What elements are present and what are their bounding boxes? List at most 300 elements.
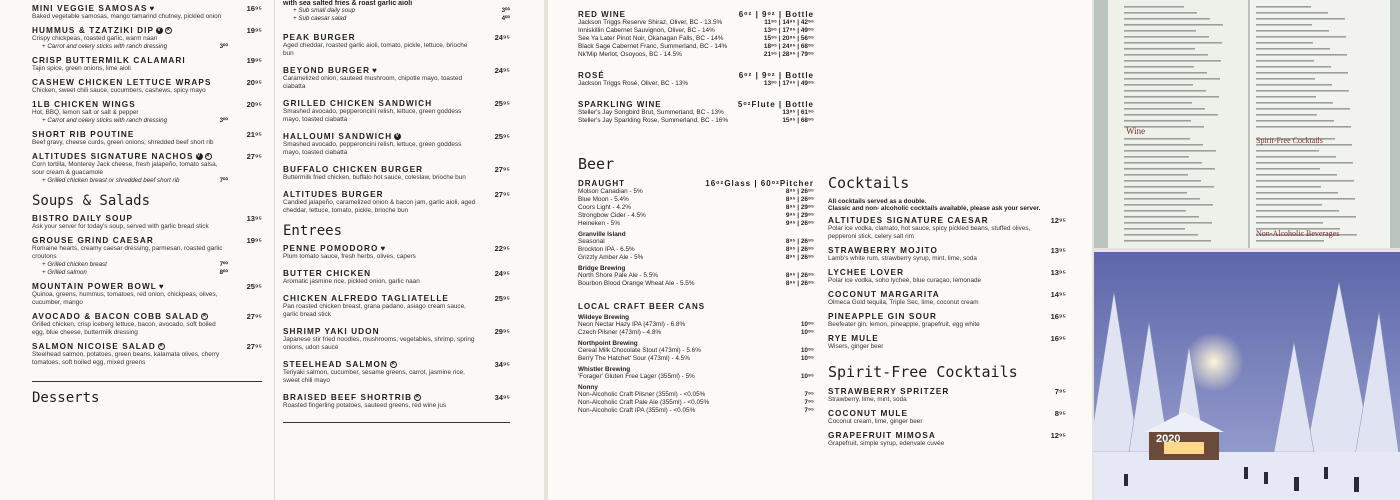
photo-text-line — [1124, 228, 1185, 230]
photo-text-line — [1124, 66, 1194, 68]
menu-item — [32, 26, 262, 51]
drink-price: 8⁹⁵ | 26⁹⁵ — [785, 246, 814, 253]
drink-price: 8⁹⁵ | 26⁹⁵ — [785, 238, 814, 245]
gluten-free-icon: ✕ — [158, 343, 165, 350]
photo-text-line — [1124, 78, 1220, 80]
addon-text: + Grilled salmon — [42, 269, 87, 276]
drink-name: Jackson Triggs Rosé, Oliver, BC - 13% — [578, 80, 689, 87]
addon-price: 8⁰⁰ — [219, 269, 228, 276]
menu-item — [828, 216, 1066, 241]
menu-item — [32, 100, 262, 125]
menu-item — [283, 66, 510, 91]
photo-text-line — [1256, 150, 1319, 152]
menu-item-name-text: ALTITUDES BURGER — [283, 190, 384, 199]
menu-item-name — [283, 269, 476, 278]
photo-text-line — [1124, 12, 1197, 14]
menu-column-starters — [0, 0, 274, 500]
sub-option-price: 4⁰⁰ — [501, 15, 510, 22]
menu-item-addon — [32, 269, 228, 277]
brewery-name: Granville Island — [578, 231, 626, 238]
photo-text-line — [1256, 78, 1315, 80]
gluten-free-icon: ✕ — [202, 313, 208, 320]
menu-item-price: 12⁹⁵ — [1050, 431, 1066, 440]
photo-text-line — [1124, 48, 1195, 50]
menu-item-name-text: BISTRO DAILY SOUP — [32, 214, 134, 223]
menu-item — [32, 342, 262, 367]
menu-item — [828, 409, 1066, 426]
northpoint-row — [578, 347, 814, 355]
photo-wine-heading: Wine — [1126, 126, 1146, 136]
burger-sub-option — [283, 15, 510, 23]
menu-item-name-text: BEYOND BURGER — [283, 66, 371, 75]
red-wine-row — [578, 35, 814, 43]
menu-photo — [1094, 0, 1400, 248]
menu-item-name-text: 1LB CHICKEN WINGS — [32, 100, 136, 109]
photo-text-line — [1124, 36, 1209, 38]
photo-text-line — [1124, 144, 1203, 146]
menu-item-description: Baked vegetable samosas, mango tamarind chutney, pickled onion — [32, 13, 222, 20]
addon-text: + Grilled chicken breast — [42, 261, 107, 268]
addon-price: 3⁰⁰ — [219, 117, 228, 124]
drink-price: 13⁹⁵ | 61⁹⁵ — [782, 109, 814, 116]
wildeye-row — [578, 329, 814, 337]
menu-item — [283, 360, 510, 385]
section-title-beer: Beer — [578, 155, 615, 173]
menu-item-name-text: BRAISED BEEF SHORTRIB — [283, 393, 413, 402]
snow-village-photo — [1094, 252, 1400, 500]
menu-item-name-text: SHRIMP YAKI UDON — [283, 327, 380, 336]
drink-price: 21⁹⁵ | 28⁹⁵ | 79⁹⁵ — [763, 51, 814, 58]
menu-item-price: 16⁹⁵ — [1050, 312, 1066, 321]
brewery-name: Bridge Brewing — [578, 265, 626, 272]
drink-price: 11⁹⁵ | 14⁹⁵ | 42⁹⁵ — [764, 19, 814, 26]
draught-row — [578, 220, 814, 228]
menu-item-price: 27⁹⁵ — [494, 190, 510, 199]
draught-header — [578, 179, 814, 188]
photo-text-line — [1124, 108, 1205, 110]
photo-text-line — [1256, 120, 1334, 122]
menu-item — [32, 282, 262, 307]
menu-item-name-text: CHICKEN ALFREDO TAGLIATELLE — [283, 294, 449, 303]
red-wine-row — [578, 43, 814, 51]
addon-price: 3⁰⁰ — [219, 43, 228, 50]
photo-text-line — [1124, 60, 1221, 62]
red-wine-header — [578, 10, 814, 19]
menu-item-addon — [32, 177, 228, 185]
menu-item-name — [283, 66, 476, 75]
menu-item-description: Grapefruit, simple syrup, edenvale cuvée — [828, 440, 945, 447]
cocktails-column — [828, 170, 1066, 453]
heart-icon: ♥ — [149, 4, 156, 13]
menu-item-name-text: BUFFALO CHICKEN BURGER — [283, 165, 424, 174]
drink-section-title: SPARKLING WINE — [578, 100, 662, 109]
menu-item-name-text: STRAWBERRY SPRITZER — [828, 387, 950, 396]
menu-item-name-text: AVOCADO & BACON COBB SALAD — [32, 312, 200, 321]
vegetarian-icon: V — [196, 153, 202, 160]
drink-price: 13⁹⁵ | 17⁹⁵ | 49⁹⁵ — [763, 27, 814, 34]
menu-item-description: Chicken, sweet chili sauce, cucumbers, cashews, spicy mayo — [32, 87, 206, 94]
menu-item-price: 12⁹⁵ — [1050, 216, 1066, 225]
divider — [283, 422, 510, 423]
menu-item-price: 25⁹⁵ — [246, 282, 262, 291]
photo-text-line — [1256, 36, 1346, 38]
addon-price: 7⁰⁰ — [219, 177, 228, 184]
menu-item-price: 19⁹⁵ — [246, 26, 262, 35]
spacer — [578, 59, 814, 65]
drink-name: Grizzly Amber Ale - 5% — [578, 254, 644, 261]
menu-item-name-text: CRISP BUTTERMILK CALAMARI — [32, 56, 186, 65]
menu-item-price: 13⁹⁵ — [1050, 246, 1066, 255]
drink-name: Berry The Hatchet' Sour (473ml) - 4.5% — [578, 355, 690, 362]
menu-item — [32, 236, 262, 277]
rose-wine-header — [578, 71, 814, 80]
starters-list — [0, 0, 274, 406]
menu-item-name — [283, 360, 476, 369]
photo-text-line — [1256, 90, 1349, 92]
craft-cans-header — [578, 302, 814, 311]
menu-item-description: Hot, BBQ, lemon salt or salt & pepper — [32, 109, 139, 116]
menu-item-price: 7⁹⁵ — [1054, 387, 1066, 396]
photo-text-line — [1256, 30, 1329, 32]
menu-item-price: 14⁹⁵ — [1050, 290, 1066, 299]
menu-item-price: 16⁹⁵ — [1050, 334, 1066, 343]
sparkling-wine-header — [578, 100, 814, 109]
bridge-row — [578, 272, 814, 280]
drink-name: Neon Nectar Hazy IPA (473ml) - 6.8% — [578, 321, 686, 328]
drink-name: Seasonal — [578, 238, 605, 245]
menu-item-name — [283, 99, 476, 108]
cocktail-note: Classic and non- alcoholic cocktails available, please ask your server. — [828, 205, 1041, 212]
photo-text-line — [1256, 18, 1345, 20]
drink-section-title: ROSÉ — [578, 71, 605, 80]
menu-item-name — [32, 214, 228, 223]
menu-item-description: Ask your server for today's soup, served with garlic bread stick — [32, 223, 209, 230]
photo-text-line — [1256, 126, 1351, 128]
photo-text-line — [1124, 6, 1184, 8]
menu-item-name — [32, 282, 228, 291]
menu-item — [32, 130, 262, 147]
menu-item — [283, 269, 510, 286]
drink-price: 8⁹⁵ | 26⁹⁵ — [785, 254, 814, 261]
granville-row — [578, 254, 814, 262]
granville-row — [578, 246, 814, 254]
photo-text-line — [1124, 210, 1186, 212]
photo-text-line — [1256, 186, 1321, 188]
photo-text-line — [1256, 216, 1356, 218]
menu-item — [828, 334, 1066, 351]
menu-item-addon — [32, 261, 228, 269]
drink-name: Steller's Jay Sparkling Rose, Summerland, BC - 16% — [578, 117, 729, 124]
menu-item — [32, 214, 262, 231]
photo-spirit-free-heading: Spirit-Free Cocktails — [1256, 136, 1323, 145]
red-wine-row — [578, 27, 814, 35]
menu-item-name-text: MINI VEGGIE SAMOSAS — [32, 4, 148, 13]
photo-text-line — [1124, 198, 1200, 200]
menu-item-name-text: STRAWBERRY MOJITO — [828, 246, 938, 255]
drink-name: Blue Moon - 5.4% — [578, 196, 629, 203]
sub-option-text: + Sub caesar salad — [293, 15, 347, 22]
photo-text-line — [1124, 240, 1211, 242]
menu-item-price: 34⁹⁵ — [494, 360, 510, 369]
menu-item-price: 19⁹⁵ — [246, 56, 262, 65]
nonny-row — [578, 407, 814, 415]
drink-name: Inniskillin Cabernet Sauvignon, Oliver, BC - 14% — [578, 27, 715, 34]
photo-text-line — [1124, 84, 1193, 86]
menu-item — [32, 4, 262, 21]
drink-size-header: 5ᵒᶻFlute | Bottle — [737, 100, 814, 109]
menu-item-description: Plum tomato sauce, fresh herbs, olives, capers — [283, 253, 416, 260]
photo-text-line — [1124, 96, 1219, 98]
menu-item-name — [32, 236, 228, 245]
menu-item-name — [32, 342, 228, 351]
section-title-soups-salads: Soups & Salads — [32, 193, 151, 209]
menu-item-description: Polar ice vodka, clamato, hot sauce, spicy pickled beans, stuffed olives, pepperoni stick, celery salt rim — [828, 225, 1031, 240]
menu-item-price: 13⁹⁵ — [1050, 268, 1066, 277]
menu-item-name — [828, 334, 1032, 343]
menu-item-name — [32, 78, 228, 87]
photo-text-line — [1124, 186, 1214, 188]
sub-option-price: 3⁰⁰ — [501, 7, 510, 14]
menu-item-name-text: GRILLED CHICKEN SANDWICH — [283, 99, 433, 108]
drink-price: 9⁹⁵ | 26⁹⁵ — [785, 220, 814, 227]
sparkling-wine-row — [578, 117, 814, 125]
photo-text-line — [1256, 24, 1312, 26]
menu-item-price: 27⁹⁵ — [246, 342, 262, 351]
menu-item-price: 22⁹⁵ — [494, 244, 510, 253]
drink-name: Czech Pilsner (473ml) - 4.8% — [578, 329, 662, 336]
photo-text-line — [1256, 198, 1355, 200]
photo-text-line — [1256, 6, 1311, 8]
menu-item-description: Candied jalapeño, caramelized onion & bacon jam, garlic aioli, aged cheddar, lettuce, tomato, pickle, brioche bun — [283, 199, 476, 214]
photo-text-line — [1256, 210, 1339, 212]
menu-item-description: Smashed avocado, pepperoncini relish, lettuce, green goddess mayo, toasted ciabatta — [283, 141, 462, 156]
photo-text-line — [1124, 162, 1202, 164]
addon-text: + Carrot and celery sticks with ranch dressing — [42, 117, 168, 124]
drink-name: Brockton IPA - 6.5% — [578, 246, 635, 253]
photo-text-line — [1256, 96, 1316, 98]
burger-sub-option — [283, 7, 510, 15]
menu-item — [283, 132, 510, 157]
drink-price: 13⁹⁵ | 17⁹⁵ | 49⁹⁵ — [763, 80, 814, 87]
spacer — [283, 23, 510, 33]
drink-name: Molson Canadian - 5% — [578, 188, 643, 195]
drink-size-header: 16ᵒᶻGlass | 60ᵒᶻPitcher — [705, 179, 814, 188]
drink-name: Non-Alcoholic Craft IPA (355ml) - <0.05% — [578, 407, 696, 414]
drink-price: 10⁹⁵ — [800, 329, 814, 336]
menu-item-name-text: COCONUT MARGARITA — [828, 290, 940, 299]
draught-row — [578, 204, 814, 212]
menu-item-description: Tajin spice, green onions, lime aioli — [32, 65, 131, 72]
menu-photo-image — [1094, 0, 1400, 248]
menu-item-description: Strawberry, lime, mint, soda — [828, 396, 907, 403]
photo-text-line — [1124, 216, 1199, 218]
photo-text-line — [1124, 90, 1206, 92]
menu-item-name-text: HALLOUMI SANDWICH — [283, 132, 393, 141]
menu-item — [828, 387, 1066, 404]
draught-row — [578, 188, 814, 196]
menu-item-description: Lamb's white rum, strawberry syrup, mint, lime, soda — [828, 255, 977, 262]
vegetarian-icon: V — [157, 27, 162, 34]
menu-item — [283, 244, 510, 261]
photo-text-line — [1124, 120, 1191, 122]
draught-row — [578, 196, 814, 204]
menu-item-name — [828, 290, 1032, 299]
wildeye-row — [578, 321, 814, 329]
menu-item-name — [828, 246, 1032, 255]
photo-text-line — [1124, 234, 1198, 236]
cocktail-note: All cocktails served as a double. — [828, 198, 927, 205]
photo-text-line — [1124, 54, 1208, 56]
menu-item-name-text: LYCHEE LOVER — [828, 268, 905, 277]
drink-name: Jackson Triggs Reserve Shiraz, Oliver, BC - 13.5% — [578, 19, 723, 26]
photo-text-line — [1124, 222, 1212, 224]
drink-price: 10⁹⁵ — [800, 347, 814, 354]
menu-item-name — [32, 100, 228, 109]
drink-name: Black Sage Cabernet Franc, Summerland, BC - 14% — [578, 43, 728, 50]
menu-item-description: Romaine hearts, creamy caesar dressing, parmesan, roasted garlic croutons — [32, 245, 223, 260]
year-sign: 2020 — [1156, 433, 1181, 445]
photo-text-line — [1256, 72, 1348, 74]
menu-item-name — [32, 56, 228, 65]
photo-text-line — [1256, 240, 1324, 242]
menu-item-description: Buttermilk fried chicken, buffalo hot sauce, coleslaw, brioche bun — [283, 174, 466, 181]
menu-item-description: Quinoa, greens, hummus, tomatoes, red onion, chickpeas, olives, cucumber, mango — [32, 291, 218, 306]
photo-text-line — [1256, 102, 1333, 104]
menu-item-name — [32, 4, 228, 13]
drink-price: 15⁹⁵ | 20⁹⁵ | 56⁹⁵ — [763, 35, 814, 42]
menu-item-price: 24⁹⁵ — [494, 33, 510, 42]
menu-item-name — [283, 165, 476, 174]
burger-sides-note: with sea salted fries & roast garlic aioli — [283, 0, 413, 7]
photo-text-line — [1256, 48, 1330, 50]
menu-item-name — [283, 393, 476, 402]
menu-item-price: 20⁹⁵ — [246, 100, 262, 109]
photo-text-line — [1124, 138, 1190, 140]
photo-text-line — [1124, 204, 1213, 206]
photo-text-line — [1256, 108, 1350, 110]
photo-text-line — [1256, 54, 1347, 56]
photo-text-line — [1256, 42, 1313, 44]
menu-item — [283, 393, 510, 410]
menu-column-mains — [274, 0, 544, 500]
photo-text-line — [1124, 42, 1222, 44]
menu-item-description: Aged cheddar, roasted garlic aioli, tomato, pickle, lettuce, brioche bun — [283, 42, 468, 57]
drink-name: Coors Light - 4.2% — [578, 204, 631, 211]
section-title-cocktails: Cocktails — [828, 174, 910, 192]
photo-text-line — [1124, 30, 1196, 32]
menu-item-price: 24⁹⁵ — [494, 269, 510, 278]
menu-item-name-text: COCONUT MULE — [828, 409, 909, 418]
drink-price: 7⁹⁵ — [804, 391, 814, 398]
gluten-free-icon: ✕ — [415, 394, 421, 401]
menu-item-description: Crispy chickpeas, roasted garlic, warm naan — [32, 35, 158, 42]
menu-item-description: Beefeater gin, lemon, pineapple, grapefruit, egg white — [828, 321, 980, 328]
menu-item — [283, 327, 510, 352]
red-wine-row — [578, 51, 814, 59]
drink-price: 10⁹⁵ — [800, 321, 814, 328]
menu-item-description: Teriyaki salmon, cucumber, sesame greens, carrot, jasmine rice, sweet chili mayo — [283, 369, 465, 384]
menu-item-description: Steelhead salmon, potatoes, green beans, kalamata olives, cherry tomatoes, soft boiled egg, mixed greens — [32, 351, 220, 366]
menu-item-name-text: MOUNTAIN POWER BOWL — [32, 282, 157, 291]
photo-text-line — [1124, 114, 1218, 116]
menu-item-addon — [32, 117, 228, 125]
gluten-free-icon: ✕ — [390, 361, 397, 368]
drink-name: See Ya Later Pinot Noir, Okanagan Falls, BC - 14% — [578, 35, 724, 42]
menu-item-name-text: GRAPEFRUIT MIMOSA — [828, 431, 936, 440]
drink-name: Non-Alcoholic Craft Pilsner (355ml) - <0.05% — [578, 391, 706, 398]
brewery-name: Nonny — [578, 384, 598, 391]
menu-item-price: 19⁹⁵ — [246, 236, 262, 245]
menu-item — [828, 290, 1066, 307]
drink-price: 10⁹⁵ — [800, 373, 814, 380]
menu-item — [283, 190, 510, 215]
menu-item-name — [283, 244, 476, 253]
drink-price: 7⁹⁵ — [804, 407, 814, 414]
menu-item-description: Beef gravy, cheese curds, green onions, shredded beef short rib — [32, 139, 214, 146]
photo-text-line — [1256, 174, 1337, 176]
menu-item-name — [828, 216, 1032, 225]
heart-icon: ♥ — [158, 282, 165, 291]
menu-item-name — [828, 312, 1032, 321]
photo-text-line — [1124, 24, 1223, 26]
menu-item-name — [828, 409, 1032, 418]
bridge-row — [578, 280, 814, 288]
menu-item-name — [283, 190, 476, 199]
menu-item-description: Caramelized onion, sauteed mushroom, chipotle mayo, toasted ciabatta — [283, 75, 463, 90]
drink-price: 8⁹⁵ | 26⁹⁵ — [785, 188, 814, 195]
menu-item — [283, 165, 510, 182]
red-wine-row — [578, 19, 814, 27]
menu-item-name — [283, 132, 476, 141]
menu-item-description: Aromatic jasmine rice, pickled onion, garlic naan — [283, 278, 420, 285]
photo-text-line — [1256, 66, 1331, 68]
nonny-row — [578, 399, 814, 407]
menu-item-price: 25⁹⁵ — [494, 99, 510, 108]
photo-text-line — [1124, 168, 1215, 170]
gluten-free-icon: ✕ — [205, 153, 211, 160]
addon-text: + Grilled chicken breast or shredded beef short rib — [42, 177, 180, 184]
northpoint-row — [578, 355, 814, 363]
spacer — [578, 125, 814, 151]
drink-price: 7⁹⁵ — [804, 399, 814, 406]
menu-item-name-text: PEAK BURGER — [283, 33, 356, 42]
drink-price: 8⁹⁵ | 26⁹⁵ — [785, 280, 814, 287]
rose-wine-row — [578, 80, 814, 88]
addon-text: + Carrot and celery sticks with ranch dressing — [42, 43, 168, 50]
draught-row — [578, 212, 814, 220]
drink-price: 8⁹⁵ | 26⁹⁵ — [785, 272, 814, 279]
whistler-row — [578, 373, 814, 381]
menu-item-name-text: ALTITUDES SIGNATURE NACHOS — [32, 152, 194, 161]
menu-item — [283, 294, 510, 319]
drink-size-header: 6ᵒᶻ | 9ᵒᶻ | Bottle — [738, 10, 814, 19]
menu-item-name — [283, 33, 476, 42]
photo-text-line — [1256, 114, 1317, 116]
menu-item-price: 8⁹⁵ — [1054, 409, 1066, 418]
photo-text-line — [1256, 204, 1322, 206]
granville-row — [578, 238, 814, 246]
menu-item-name-text: SALMON NICOISE SALAD — [32, 342, 156, 351]
menu-item — [283, 99, 510, 124]
drink-name: Cereal Milk Chocolate Stout (473ml) - 5.6% — [578, 347, 701, 354]
menu-item — [828, 431, 1066, 448]
section-title-spirit-free: Spirit-Free Cocktails — [828, 363, 1018, 381]
brewery-name: Wildeye Brewing — [578, 314, 630, 321]
craft-cans-title: LOCAL CRAFT BEER CANS — [578, 302, 706, 311]
photo-text-line — [1124, 102, 1192, 104]
menu-item-price: 27⁹⁵ — [494, 165, 510, 174]
menu-item — [828, 246, 1066, 263]
